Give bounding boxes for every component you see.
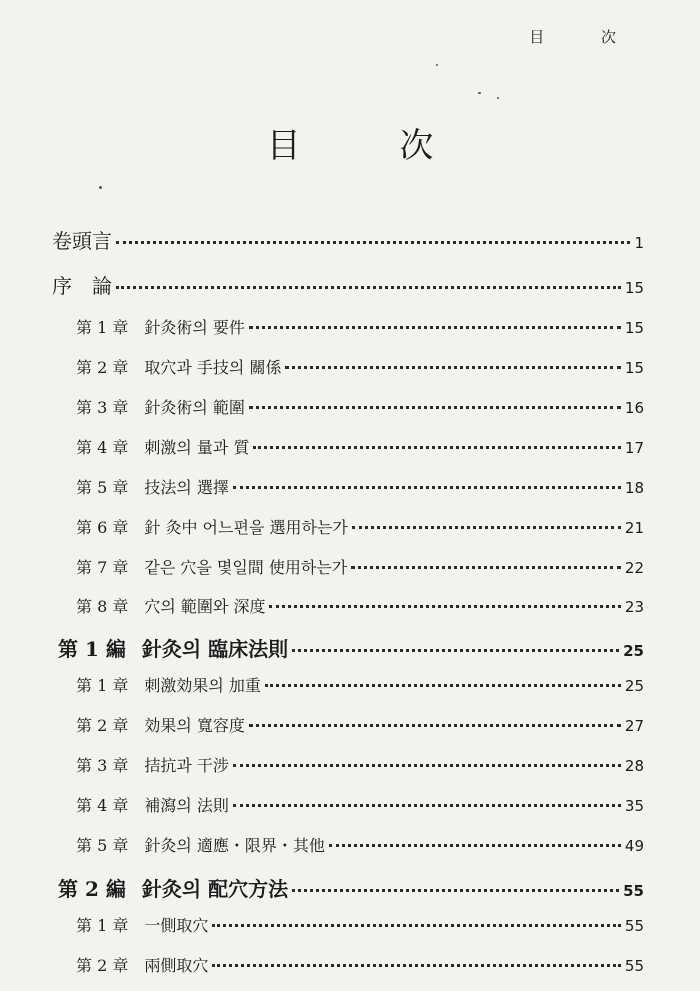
toc-entry-number: 第 4 章 [76,438,129,457]
toc-entry-title: 序 論 [52,274,112,298]
toc-entry-title: 針灸의 適應・限界・其他 [144,836,325,855]
toc-entry-title: 取穴과 手技의 關係 [144,358,282,377]
toc-entry-number: 第 7 章 [76,558,129,577]
dot-leader [116,286,621,289]
toc-entry-page: 23 [624,598,644,616]
toc-entry [76,435,644,458]
toc-entry-page: 15 [624,359,644,377]
toc-entry [76,713,644,736]
toc-entry-page: 1 [634,234,644,252]
toc-entry-number: 第 1 編 [58,637,126,661]
toc-entry-title: 針灸의 配穴方法 [141,877,289,901]
toc-entry-title: 技法의 選擇 [144,478,229,497]
dot-leader [233,764,621,767]
toc-entry-number: 第 4 章 [76,796,129,815]
dot-leader [212,964,621,967]
toc-entry-number: 第 5 章 [76,836,129,855]
toc-entry [76,395,644,418]
toc-entry-page: 28 [624,757,644,775]
dot-leader [285,366,620,369]
toc-entry-number: 第 1 章 [76,318,129,337]
toc-entry [52,270,644,299]
toc-entry-page: 35 [624,797,644,815]
toc-entry-page: 16 [624,399,644,417]
toc-entry-title: 같은 穴을 몇일間 使用하는가 [144,558,348,577]
toc-entry-page: 25 [623,642,644,660]
toc-entry [76,555,644,578]
toc-entry-title: 穴의 範圍와 深度 [144,597,266,616]
page-title: 目 次 [266,126,478,166]
running-header: 目 次 [529,28,642,46]
dot-leader [352,526,621,529]
toc-entry-title: 卷頭言 [52,229,112,253]
toc-entry-number: 第 3 章 [76,756,129,775]
toc-entry-page: 49 [624,837,644,855]
toc-entry [76,315,644,338]
toc-entry-number: 第 2 編 [58,877,126,901]
toc-entry-page: 22 [624,559,644,577]
toc-entry [76,673,644,696]
toc-entry-page: 17 [624,439,644,457]
toc-entry [76,515,644,538]
toc-entry [76,793,644,816]
toc-entry-page: 21 [624,519,644,537]
toc-entry-title: 針灸術의 要件 [144,318,245,337]
toc-entry-title: 刺激効果의 加重 [144,676,261,695]
toc-entry-title: 兩側取穴 [144,956,209,975]
toc-entry [76,833,644,856]
dot-leader [292,889,619,892]
toc-entry [52,225,644,254]
dot-leader [116,241,630,244]
dot-leader [292,649,619,652]
toc-entry-page: 15 [624,319,644,337]
toc-entry [76,355,644,378]
dot-leader [351,566,621,569]
dot-leader [233,486,621,489]
toc-entry-title: 拮抗과 干涉 [144,756,229,775]
dot-leader [269,605,620,608]
toc-entry-number: 第 3 章 [76,398,129,417]
toc-entry [76,753,644,776]
toc-entry [76,475,644,498]
toc-entry-title: 補瀉의 法則 [144,796,229,815]
toc-entry-title: 一側取穴 [144,916,209,935]
toc-entry [76,953,644,976]
toc-entry [76,913,644,936]
toc-entry-title: 針灸術의 範圍 [144,398,245,417]
toc-entry-number: 第 1 章 [76,916,129,935]
toc-entry-page: 25 [624,677,644,695]
toc-entry-page: 55 [624,957,644,975]
toc-entry-number: 第 6 章 [76,518,129,537]
toc-entry-number: 第 8 章 [76,597,129,616]
dot-leader [249,406,621,409]
toc-entry-page: 55 [623,882,644,900]
toc-entry [58,873,644,902]
toc-entry-title: 針灸의 臨床法則 [141,637,289,661]
toc-entry-number: 第 1 章 [76,676,129,695]
toc-entry-page: 55 [624,917,644,935]
toc-entry-number: 第 2 章 [76,716,129,735]
dot-leader [265,684,621,687]
toc-entry-number: 第 5 章 [76,478,129,497]
dot-leader [253,446,620,449]
dot-leader [249,724,621,727]
dot-leader [249,326,621,329]
toc-entry-number: 第 2 章 [76,358,129,377]
toc-entry-page: 18 [624,479,644,497]
toc-entry-title: 効果의 寬容度 [144,716,245,735]
dot-leader [212,924,621,927]
toc-entry-page: 15 [624,279,644,297]
dot-leader [233,804,621,807]
toc-entry-title: 針 灸中 어느편을 選用하는가 [144,518,348,537]
toc-entry-title: 刺激의 量과 質 [144,438,250,457]
toc-entry [76,594,644,617]
toc-entry [58,633,644,662]
toc-entry-number: 第 2 章 [76,956,129,975]
toc-entry-page: 27 [624,717,644,735]
dot-leader [329,844,621,847]
